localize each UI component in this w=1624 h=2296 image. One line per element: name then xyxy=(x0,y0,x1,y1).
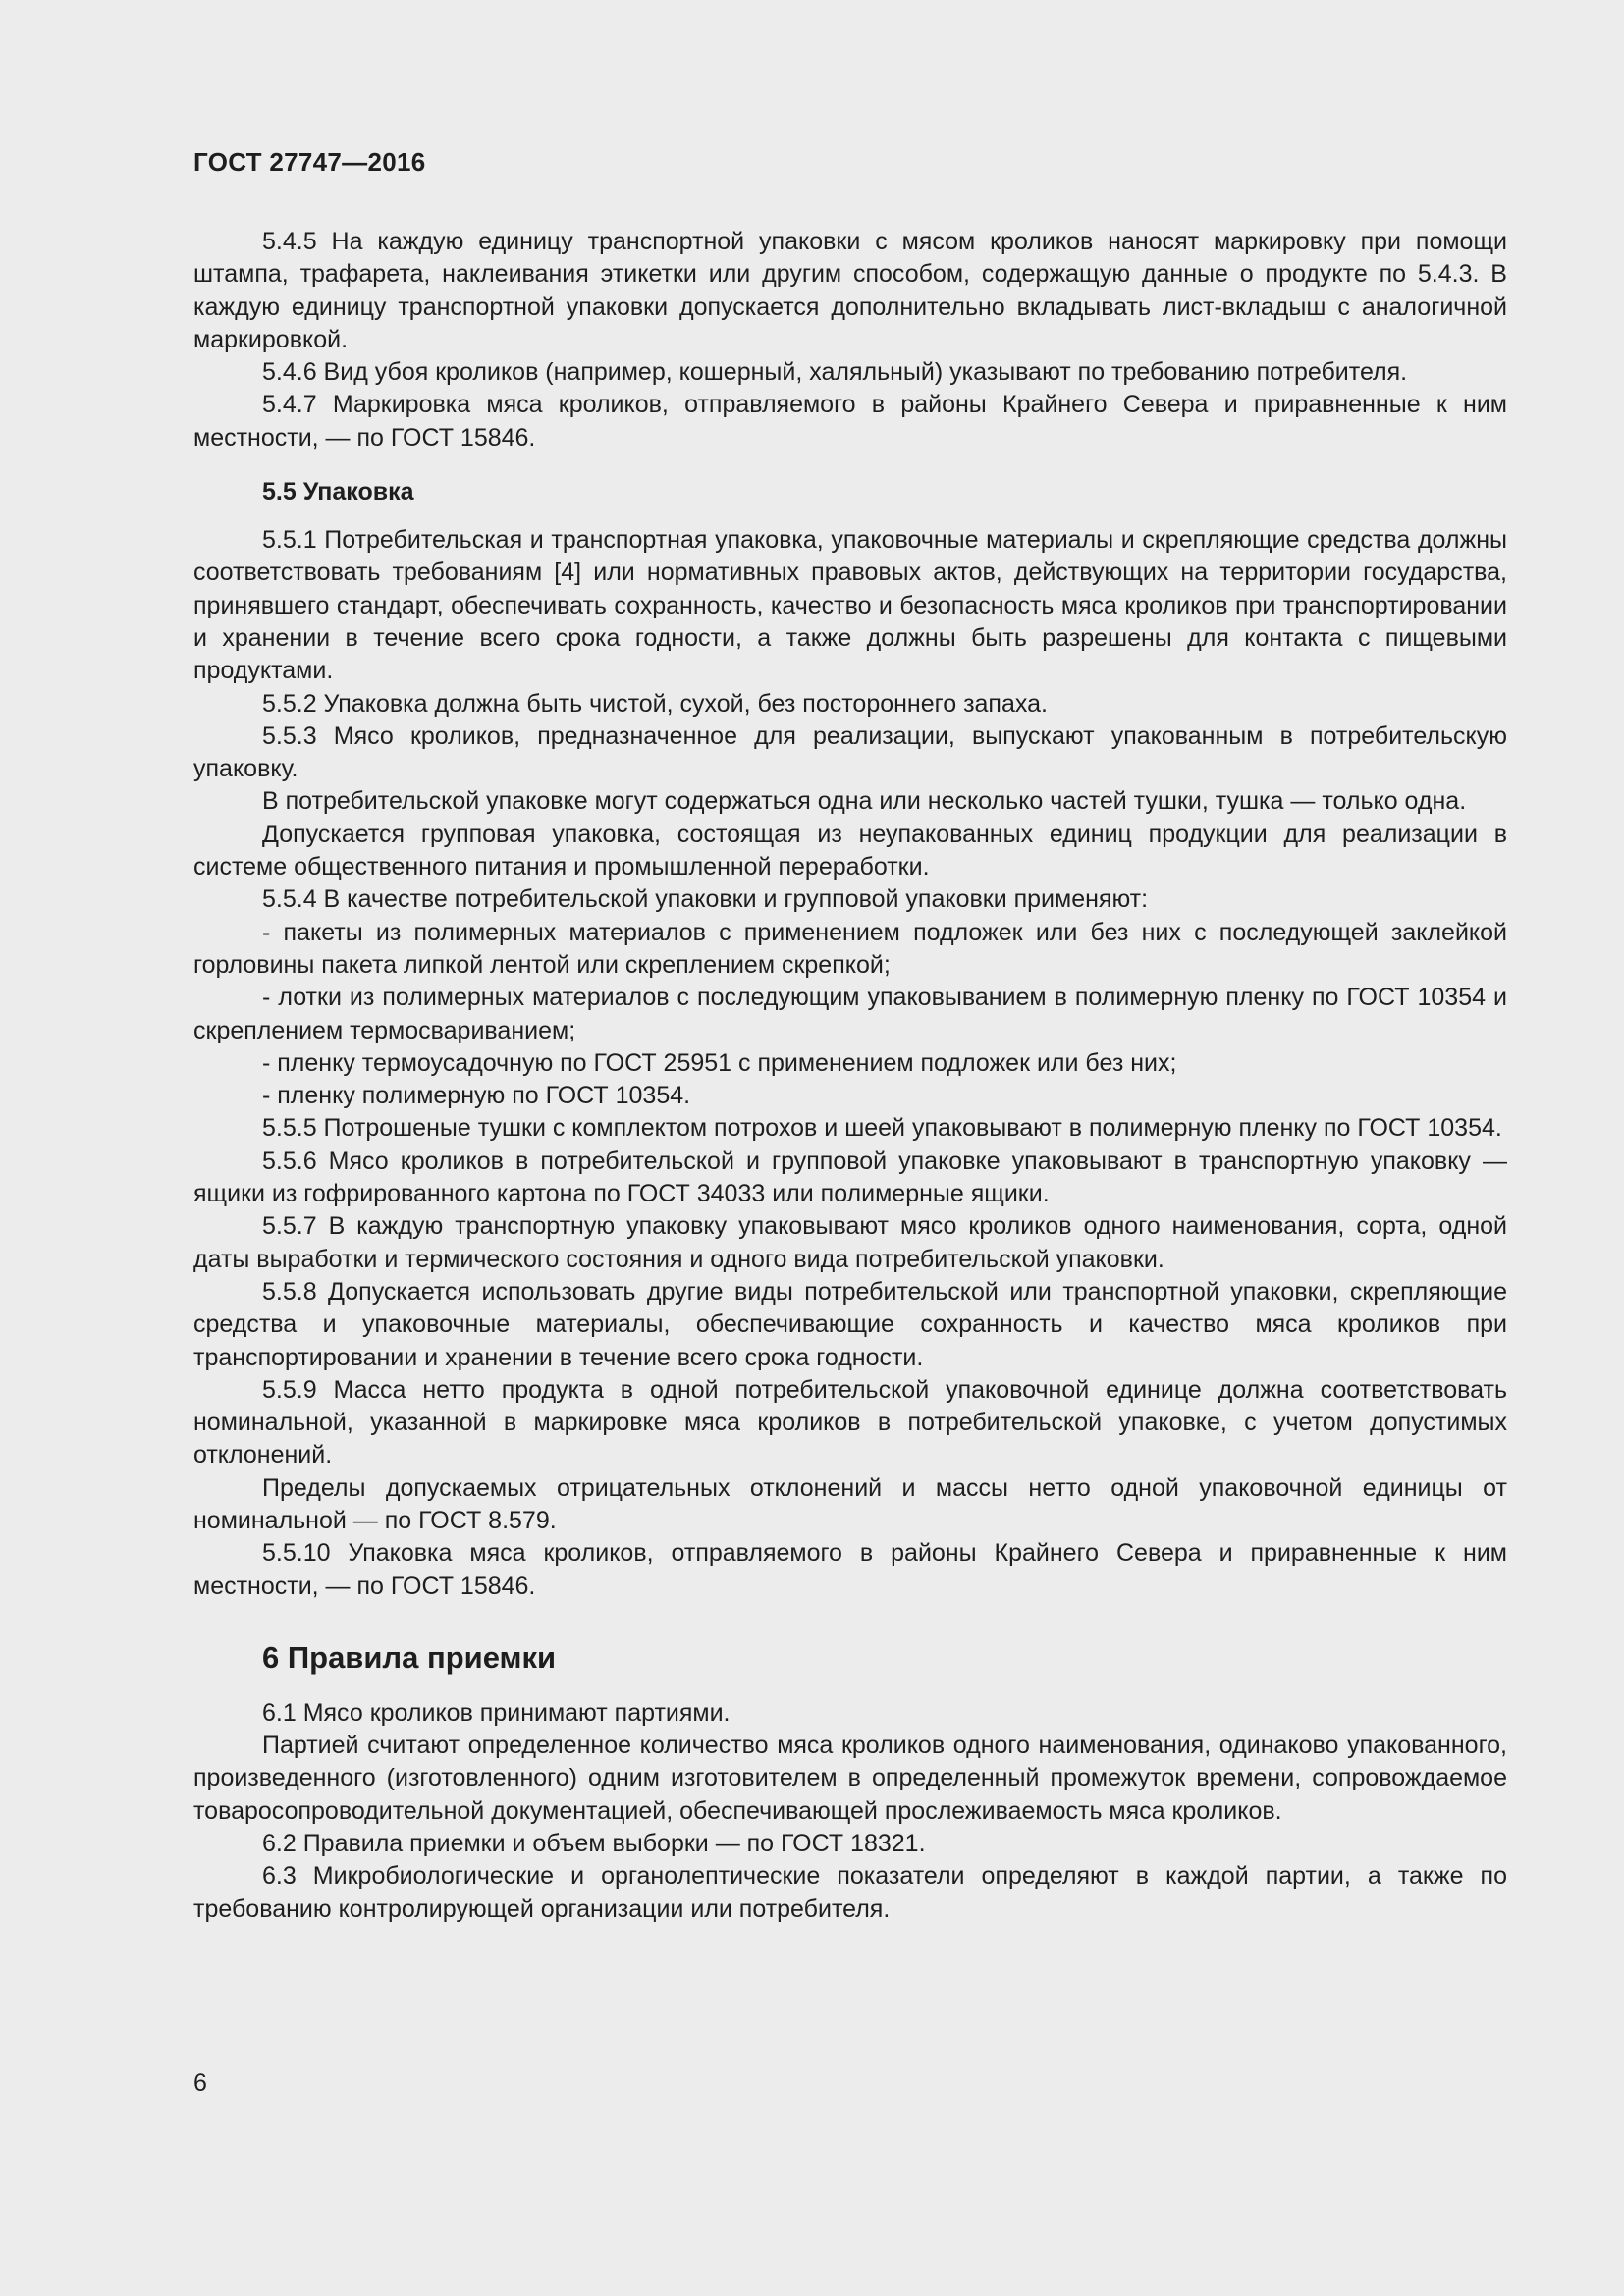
paragraph: Партией считают определенное количество мяса кроликов одного наименования, одинаково упакованного, произведенного (изготовленного) одним изготовителем в определенный промежуток времени, сопровождаемое товаросопроводительной документацией, обеспечивающей прослеживаемость мяса кроликов. xyxy=(193,1732,1507,1825)
paragraph: 6.3 Микробиологические и органолептические показатели определяют в каждой партии, а также по требованию контролирующей организации или потребителя. xyxy=(193,1862,1507,1923)
paragraph: 5.5.2 Упаковка должна быть чистой, сухой, без постороннего запаха. xyxy=(262,689,1048,718)
chapter-heading: 6 Правила приемки xyxy=(262,1639,557,1675)
paragraph: 5.5.5 Потрошеные тушки с комплектом потрохов и шеей упаковывают в полимерную пленку по ГОСТ 10354. xyxy=(262,1114,1502,1143)
standard-header: ГОСТ 27747—2016 xyxy=(193,147,426,177)
paragraph: 5.5.10 Упаковка мяса кроликов, отправляемого в районы Крайнего Севера и приравненные к ним местности, — по ГОСТ 15846. xyxy=(193,1539,1507,1600)
paragraph: 5.5.1 Потребительская и транспортная упаковка, упаковочные материалы и скрепляющие средства должны соответствовать требованиям [4] или нормативных правовых актов, действующих на территории государства, принявшего стандарт, обеспечивать сохранность, качество и безопасность мяса кроликов при транспортировании и хранении в течение всего срока годности, а также должны быть разрешены для контакта с пищевыми продуктами. xyxy=(193,526,1507,685)
paragraph: 5.5.8 Допускается использовать другие виды потребительской или транспортной упаковки, скрепляющие средства и упаковочные материалы, обеспечивающие сохранность и качество мяса кроликов при транспортировании и хранении в течение всего срока годности. xyxy=(193,1277,1507,1371)
paragraph: Допускается групповая упаковка, состоящая из неупакованных единиц продукции для реализации в системе общественного питания и промышленной переработки. xyxy=(193,820,1507,881)
paragraph: 5.5.9 Масса нетто продукта в одной потребительской упаковочной единице должна соответствовать номинальной, указанной в маркировке мяса кроликов в потребительской упаковке, с учетом допустимых отклонений. xyxy=(193,1375,1507,1469)
paragraph: 5.5.7 В каждую транспортную упаковку упаковывают мясо кроликов одного наименования, сорта, одной даты выработки и термического состояния и одного вида потребительской упаковки. xyxy=(193,1212,1507,1273)
paragraph: 5.4.7 Маркировка мяса кроликов, отправляемого в районы Крайнего Севера и приравненные к ним местности, — по ГОСТ 15846. xyxy=(193,391,1507,452)
paragraph: В потребительской упаковке могут содержаться одна или несколько частей тушки, тушка — только одна. xyxy=(262,787,1467,816)
document-body xyxy=(193,226,1507,1926)
section-heading: 5.5 Упаковка xyxy=(262,478,414,507)
paragraph: 5.4.5 На каждую единицу транспортной упаковки с мясом кроликов наносят маркировку при помощи штампа, трафарета, наклеивания этикетки или другим способом, содержащую данные о продукте по 5.4.3. В каждую единицу транспортной упаковки допускается дополнительно вкладывать лист-вкладыш с аналогичной маркировкой. xyxy=(193,228,1507,353)
page-number: 6 xyxy=(193,2069,207,2097)
paragraph: 5.5.3 Мясо кроликов, предназначенное для реализации, выпускают упакованным в потребительскую упаковку. xyxy=(193,721,1507,783)
list-item: - лотки из полимерных материалов с последующим упаковыванием в полимерную пленку по ГОСТ 10354 и скреплением термосвариванием; xyxy=(193,984,1507,1044)
paragraph: 5.4.6 Вид убоя кроликов (например, кошерный, халяльный) указывают по требованию потребителя. xyxy=(262,358,1408,387)
list-item: - пленку полимерную по ГОСТ 10354. xyxy=(262,1082,691,1110)
paragraph: 6.2 Правила приемки и объем выборки — по ГОСТ 18321. xyxy=(262,1830,926,1858)
paragraph: 5.5.6 Мясо кроликов в потребительской и групповой упаковке упаковывают в транспортную упаковку — ящики из гофрированного картона по ГОСТ 34033 или полимерные ящики. xyxy=(193,1147,1507,1208)
list-item: - пленку термоусадочную по ГОСТ 25951 с применением подложек или без них; xyxy=(262,1048,1177,1077)
paragraph: 5.5.4 В качестве потребительской упаковки и групповой упаковки применяют: xyxy=(262,885,1149,914)
list-item: - пакеты из полимерных материалов с применением подложек или без них с последующей заклейкой горловины пакета липкой лентой или скреплением скрепкой; xyxy=(193,918,1507,979)
paragraph: 6.1 Мясо кроликов принимают партиями. xyxy=(262,1698,731,1727)
paragraph: Пределы допускаемых отрицательных отклонений и массы нетто одной упаковочной единицы от номинальной — по ГОСТ 8.579. xyxy=(193,1473,1507,1534)
